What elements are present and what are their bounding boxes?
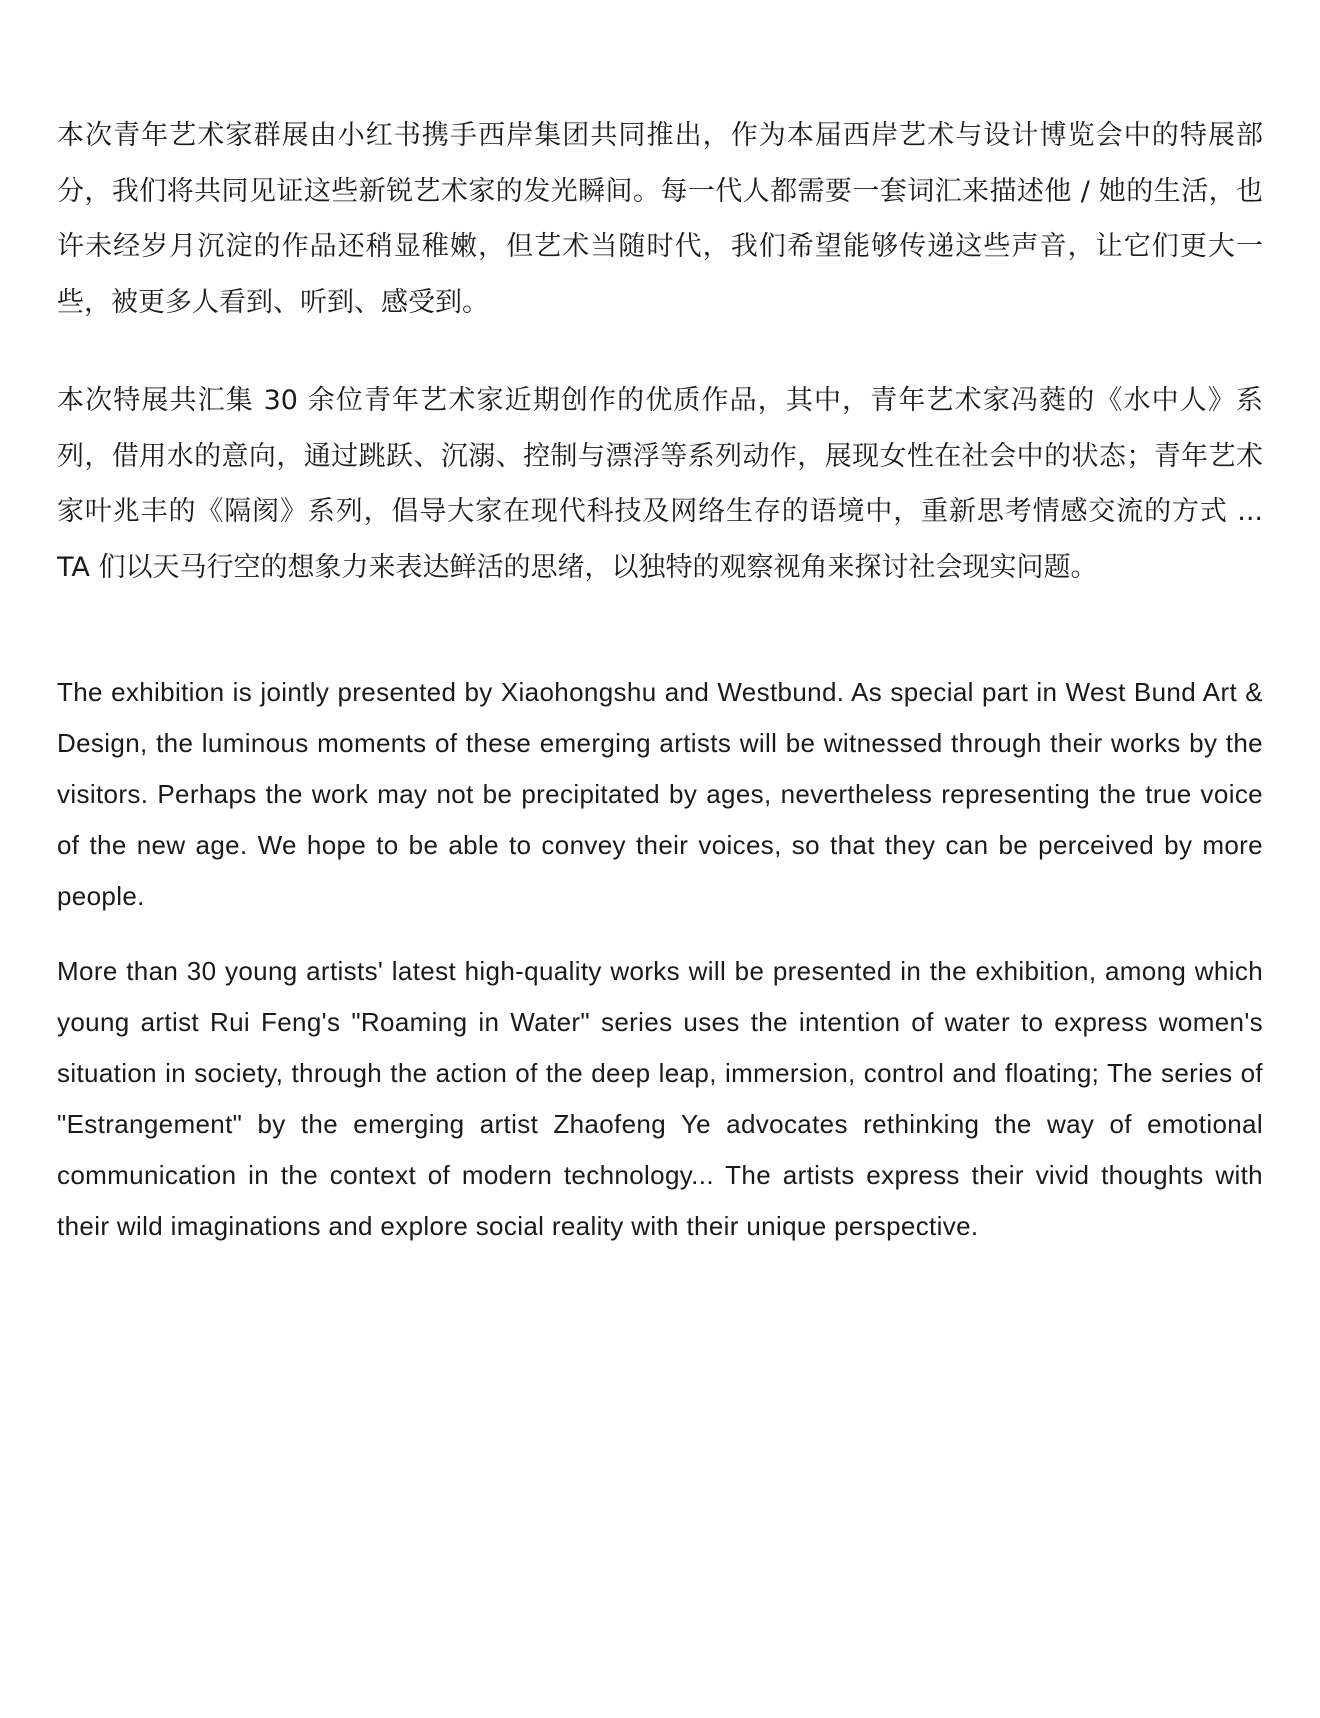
document-body [57,108,1263,1252]
paragraph-en-artists: More than 30 young artists' latest high-quality works will be presented in the exhibition, among which young artist Rui Feng's "Roaming in Water" series uses the intention of water to express women's situation in society, through the action of the deep leap, immersion, control and floating; The series of "Estrangement" by the emerging artist Zhaofeng Ye advocates rethinking the way of emotional communication in the context of modern technology... The artists express their vivid thoughts with their wild imaginations and explore social reality with their unique perspective. [57,956,1263,1241]
paragraph-zh-intro: 本次青年艺术家群展由小红书携手西岸集团共同推出，作为本届西岸艺术与设计博览会中的特展部分，我们将共同见证这些新锐艺术家的发光瞬间。每一代人都需要一套词汇来描述他 / 她的生活，也许未经岁月沉淀的作品还稍显稚嫩，但艺术当随时代，我们希望能够传递这些声音，让它们更大一些，被更多人看到、听到、感受到。 [57,120,1263,318]
paragraph-en-intro: The exhibition is jointly presented by Xiaohongshu and Westbund. As special part in West Bund Art & Design, the luminous moments of these emerging artists will be witnessed through their works by the visitors. Perhaps the work may not be precipitated by ages, nevertheless representing the true voice of the new age. We hope to be able to convey their voices, so that they can be perceived by more people. [57,677,1263,911]
paragraph-zh-artists: 本次特展共汇集 30 余位青年艺术家近期创作的优质作品，其中，青年艺术家冯蕤的《水中人》系列，借用水的意向，通过跳跃、沉溺、控制与漂浮等系列动作，展现女性在社会中的状态；青年艺术家叶兆丰的《隔阂》系列，倡导大家在现代科技及网络生存的语境中，重新思考情感交流的方式 ... TA 们以天马行空的想象力来表达鲜活的思绪，以独特的观察视角来探讨社会现实问题。 [57,385,1263,583]
